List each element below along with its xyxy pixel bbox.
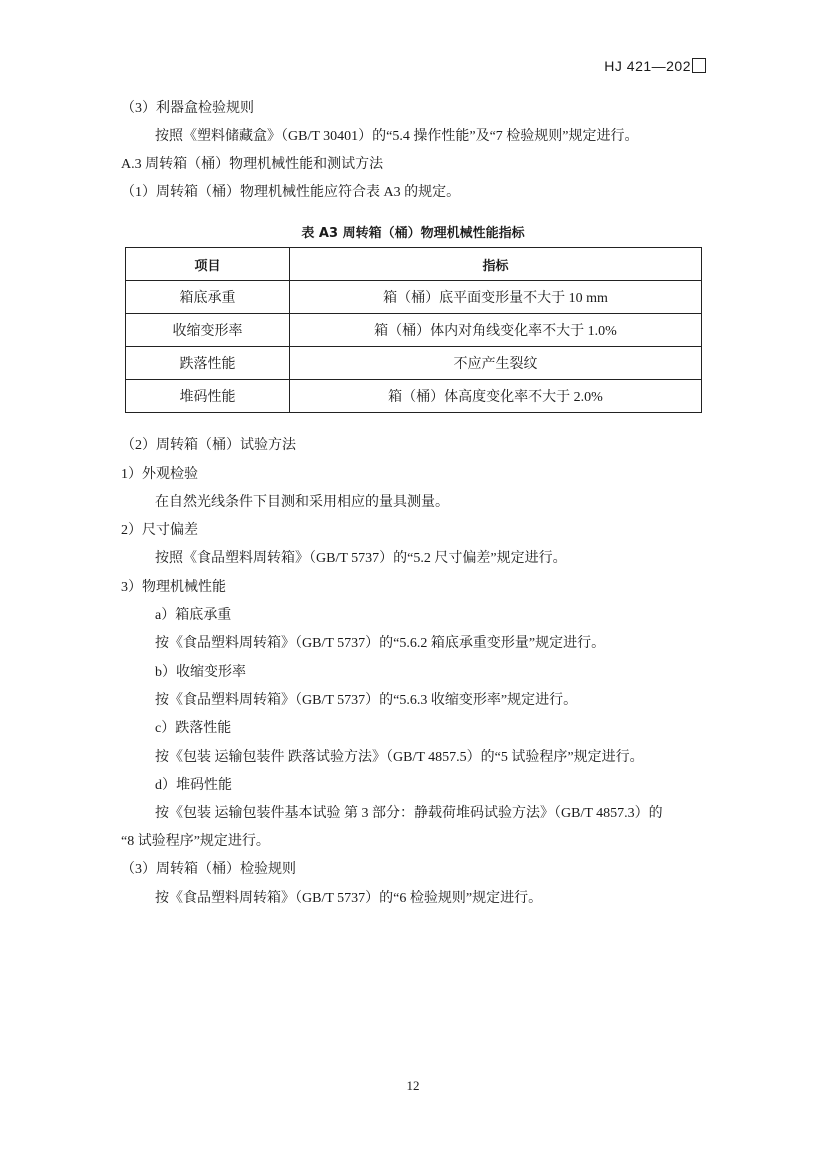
table-row [126, 314, 702, 347]
table-row [126, 281, 702, 314]
paragraph: 按《包装 运输包装件 跌落试验方法》（GB/T 4857.5）的“5 试验程序”规定进行。 [155, 750, 644, 765]
sub-item-heading: a）箱底承重 [155, 608, 232, 623]
table-cell: 箱底承重 [126, 281, 290, 314]
subsection-heading: （3）周转箱（桶）检验规则 [121, 862, 296, 877]
table-row [126, 347, 702, 380]
column-header: 项目 [126, 248, 290, 281]
subsection-heading: （1）周转箱（桶）物理机械性能应符合表 A3 的规定。 [121, 185, 461, 200]
table-cell: 箱（桶）体高度变化率不大于 2.0% [290, 380, 702, 413]
paragraph: 按《食品塑料周转箱》（GB/T 5737）的“6 检验规则”规定进行。 [155, 891, 543, 906]
paragraph: 按照《食品塑料周转箱》（GB/T 5737）的“5.2 尺寸偏差”规定进行。 [155, 551, 567, 566]
paragraph-continuation: “8 试验程序”规定进行。 [121, 834, 270, 849]
subsection-heading: （3）利器盒检验规则 [121, 101, 254, 116]
table-cell: 堆码性能 [126, 380, 290, 413]
doc-code: HJ 421—202 [604, 58, 691, 74]
page-number: 12 [406, 1078, 420, 1093]
table-header-row [126, 248, 702, 281]
paragraph: 按《食品塑料周转箱》（GB/T 5737）的“5.6.2 箱底承重变形量”规定进行。 [155, 636, 606, 651]
paragraph: 在自然光线条件下目测和采用相应的量具测量。 [155, 495, 449, 510]
sub-item-heading: c）跌落性能 [155, 721, 232, 736]
item-heading: 1）外观检验 [121, 467, 198, 482]
item-heading: 2）尺寸偏差 [121, 523, 198, 538]
sub-item-heading: d）堆码性能 [155, 778, 232, 793]
table-cell: 箱（桶）体内对角线变化率不大于 1.0% [290, 314, 702, 347]
table-cell: 箱（桶）底平面变形量不大于 10 mm [290, 281, 702, 314]
column-header: 指标 [290, 248, 702, 281]
table-cell: 不应产生裂纹 [290, 347, 702, 380]
paragraph: 按《包装 运输包装件基本试验 第 3 部分：静载荷堆码试验方法》（GB/T 4857.3）的 [155, 806, 663, 821]
table-cell: 跌落性能 [126, 347, 290, 380]
sub-item-heading: b）收缩变形率 [155, 665, 246, 680]
paragraph: 按《食品塑料周转箱》（GB/T 5737）的“5.6.3 收缩变形率”规定进行。 [155, 693, 578, 708]
table-caption: 表 A3 周转箱（桶）物理机械性能指标 [301, 226, 525, 241]
document-code-header [604, 58, 706, 74]
item-heading: 3）物理机械性能 [121, 580, 226, 595]
paragraph: 按照《塑料储藏盒》（GB/T 30401）的“5.4 操作性能”及“7 检验规则”规定进行。 [155, 129, 639, 144]
placeholder-box-icon [692, 58, 706, 73]
table-row [126, 380, 702, 413]
section-heading: A.3 周转箱（桶）物理机械性能和测试方法 [121, 157, 384, 172]
spec-table [125, 247, 702, 413]
table-cell: 收缩变形率 [126, 314, 290, 347]
subsection-heading: （2）周转箱（桶）试验方法 [121, 438, 296, 453]
